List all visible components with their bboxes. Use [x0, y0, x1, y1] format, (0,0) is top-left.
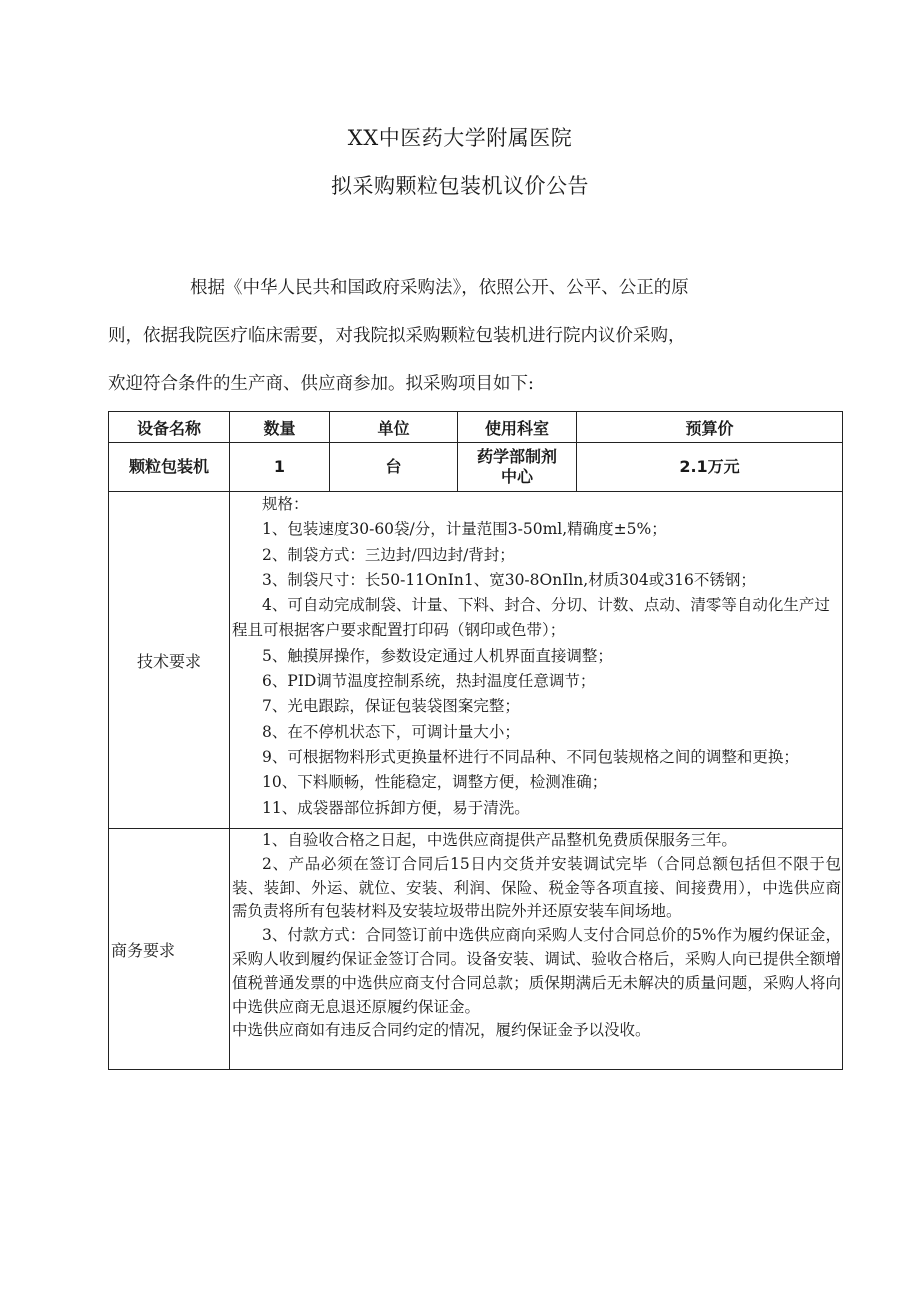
business-requirements-cell — [230, 829, 843, 1070]
header-cell: 预算价 — [577, 412, 843, 443]
intro-line-3: 欢迎符合条件的生产商、供应商参加。拟采购项目如下: — [108, 374, 534, 394]
tech-item: 2、制袋方式：三边封/四边封/背封； — [262, 545, 515, 564]
procurement-table — [108, 411, 843, 1070]
header-cell: 使用科室 — [458, 412, 577, 443]
tech-item: 11、成袋器部位拆卸方便，易于清洗。 — [262, 798, 530, 817]
unit-cell: 台 — [330, 443, 458, 492]
intro-line-2: 则，依据我院医疗临床需要，对我院拟采购颗粒包装机进行院内议价采购， — [108, 326, 686, 346]
tech-item: 4、可自动完成制袋、计量、下料、封合、分切、计数、点动、清零等自动化生产过程且可根据客户要求配置打印码（钢印或色带）； — [232, 596, 830, 640]
intro-line-1: 根据《中华人民共和国政府采购法》，依照公开、公平、公正的原 — [190, 278, 689, 298]
tech-item: 5、触摸屏操作，参数设定通过人机界面直接调整； — [262, 646, 613, 665]
business-requirements-content — [230, 829, 842, 1043]
tech-item: 6、PID调节温度控制系统，热封温度任意调节； — [262, 672, 596, 691]
tech-item: 7、光电跟踪，保证包装袋图案完整； — [262, 697, 520, 716]
intro-paragraph — [108, 264, 828, 408]
tech-item: 9、可根据物料形式更换量杯进行不同品种、不同包装规格之间的调整和更换； — [262, 747, 799, 766]
department-text: 药学部制剂中心 — [476, 447, 557, 486]
tech-item: 规格： — [262, 495, 309, 513]
header-cell: 数量 — [230, 412, 330, 443]
biz-item: 3、付款方式：合同签订前中选供应商向采购人支付合同总价的5%作为履约保证金，采购人收到履约保证金签订合同。设备安装、调试、验收合格后，采购人向已提供全额增值税普通发票的中选供应商支付合同总款；质保期满后无未解决的质量问题，采购人将向中选供应商无息退还原履约保证金。 — [232, 926, 841, 1016]
tech-requirements-cell — [230, 492, 843, 829]
biz-item: 2、产品必须在签订合同后15日内交货并安装调试完毕（合同总额包括但不限于包装、装卸、外运、就位、安装、利润、保险、税金等各项直接、间接费用），中选供应商需负责将所有包装材料及安装垃圾带出院外并还原安装车间场地。 — [232, 854, 841, 921]
header-cell: 设备名称 — [109, 412, 230, 443]
tech-item: 1、包装速度30-60袋/分，计量范围3-50ml,精确度±5%； — [262, 520, 667, 539]
equipment-name-cell: 颗粒包装机 — [109, 443, 230, 492]
notice-title: 拟采购颗粒包装机议价公告 — [331, 174, 589, 198]
business-requirements-label: 商务要求 — [109, 829, 230, 1070]
tech-item: 8、在不停机状态下，可调计量大小； — [262, 722, 520, 741]
biz-item: 1、自验收合格之日起，中选供应商提供产品整机免费质保服务三年。 — [262, 831, 737, 849]
tech-requirements-row — [109, 492, 843, 829]
tech-requirements-label: 技术要求 — [109, 492, 230, 829]
tech-item: 3、制袋尺寸：长50-11OnIn1、宽30-8OnIln,材质304或316不锈钢； — [262, 570, 756, 589]
budget-cell: 2.1万元 — [577, 443, 843, 492]
business-requirements-row — [109, 829, 843, 1070]
quantity-cell: 1 — [230, 443, 330, 492]
tech-requirements-content — [230, 492, 842, 828]
biz-item: 中选供应商如有违反合同约定的情况，履约保证金予以没收。 — [232, 1021, 651, 1040]
department-cell — [458, 443, 577, 492]
tech-item: 10、下料顺畅，性能稳定，调整方便，检测准确； — [262, 773, 608, 792]
table-row — [109, 443, 843, 492]
table-header-row — [109, 412, 843, 443]
header-cell: 单位 — [330, 412, 458, 443]
org-title: XX中医药大学附属医院 — [347, 126, 573, 150]
